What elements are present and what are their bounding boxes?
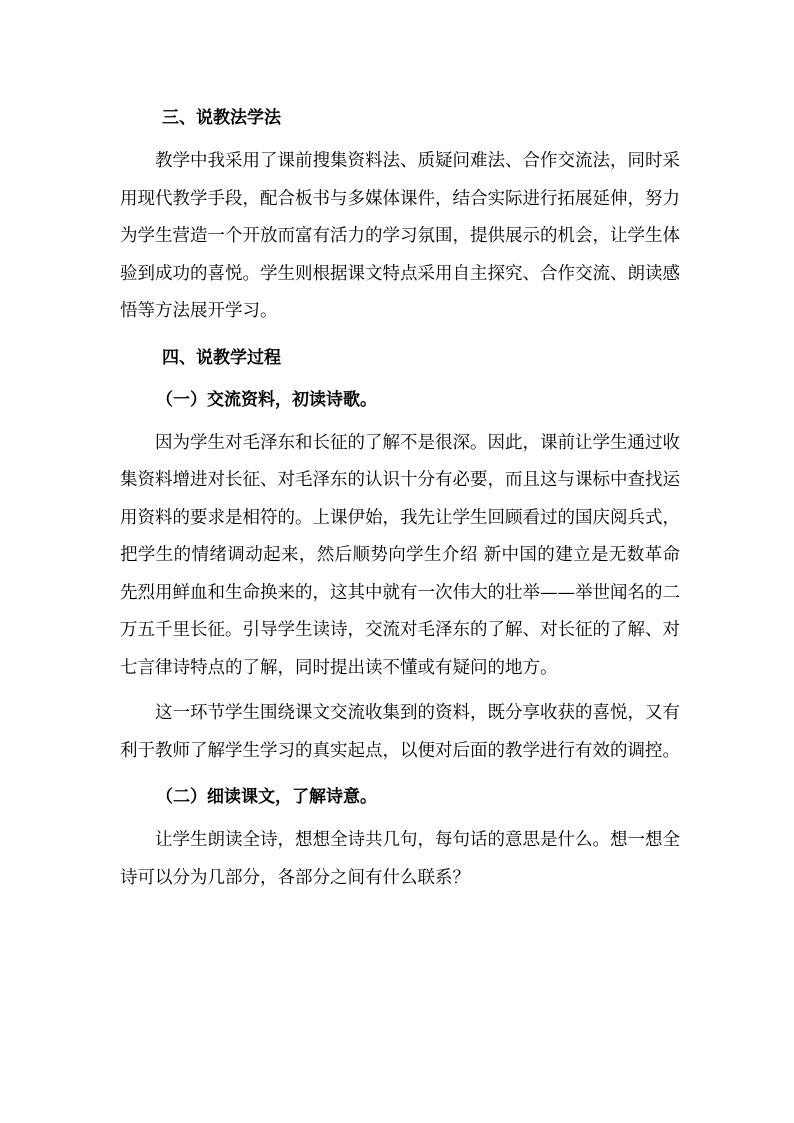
paragraph-exchange-materials: 因为学生对毛泽东和长征的了解不是很深。因此，课前让学生通过收集资料增进对长征、对毛泽东的认识十分有必要，而且这与课标中查找运用资料的要求是相符的。上课伊始，我先让学生回顾看过的国庆阅兵式， 把学生的情绪调动起来，然后顺势向学生介绍 新中国的建立是无数革命先烈用鲜血和生命换来的，这其中就有一次伟大的壮举——举世闻名的二万五千里长征。引导学生读诗，交流对毛泽东的了解、对长征的了解、对七言律诗特点的了解，同时提出读不懂或有疑问的地方。 xyxy=(120,432,680,678)
paragraph-teaching-methods: 教学中我采用了课前搜集资料法、质疑问难法、合作交流法，同时采用现代教学手段，配合板书与多媒体课件，结合实际进行拓展延伸，努力为学生营造一个开放而富有活力的学习氛围，提供展示的机会，让学生体验到成功的喜悦。学生则根据课文特点采用自主探究、合作交流、朗读感悟等方法展开学习。 xyxy=(120,151,680,321)
subsection-heading-close-reading: （二）细读课文，了解诗意。 xyxy=(156,787,377,807)
section-heading-teaching-process: 四、说教学过程 xyxy=(162,347,281,368)
section-heading-teaching-methods: 三、说教法学法 xyxy=(162,108,281,128)
subsection-heading-exchange-materials: （一）交流资料，初读诗歌。 xyxy=(156,389,377,410)
paragraph-exchange-summary: 这一环节学生围绕课文交流收集到的资料，既分享收获的喜悦，又有利于教师了解学生学习的真实起点，以便对后面的教学进行有效的调控。 xyxy=(120,703,680,761)
document-body xyxy=(120,101,680,897)
paragraph-close-reading: 让学生朗读全诗，想想全诗共几句，每句话的意思是什么。想一想全诗可以分为几部分，各部分之间有什么联系？ xyxy=(120,830,680,888)
